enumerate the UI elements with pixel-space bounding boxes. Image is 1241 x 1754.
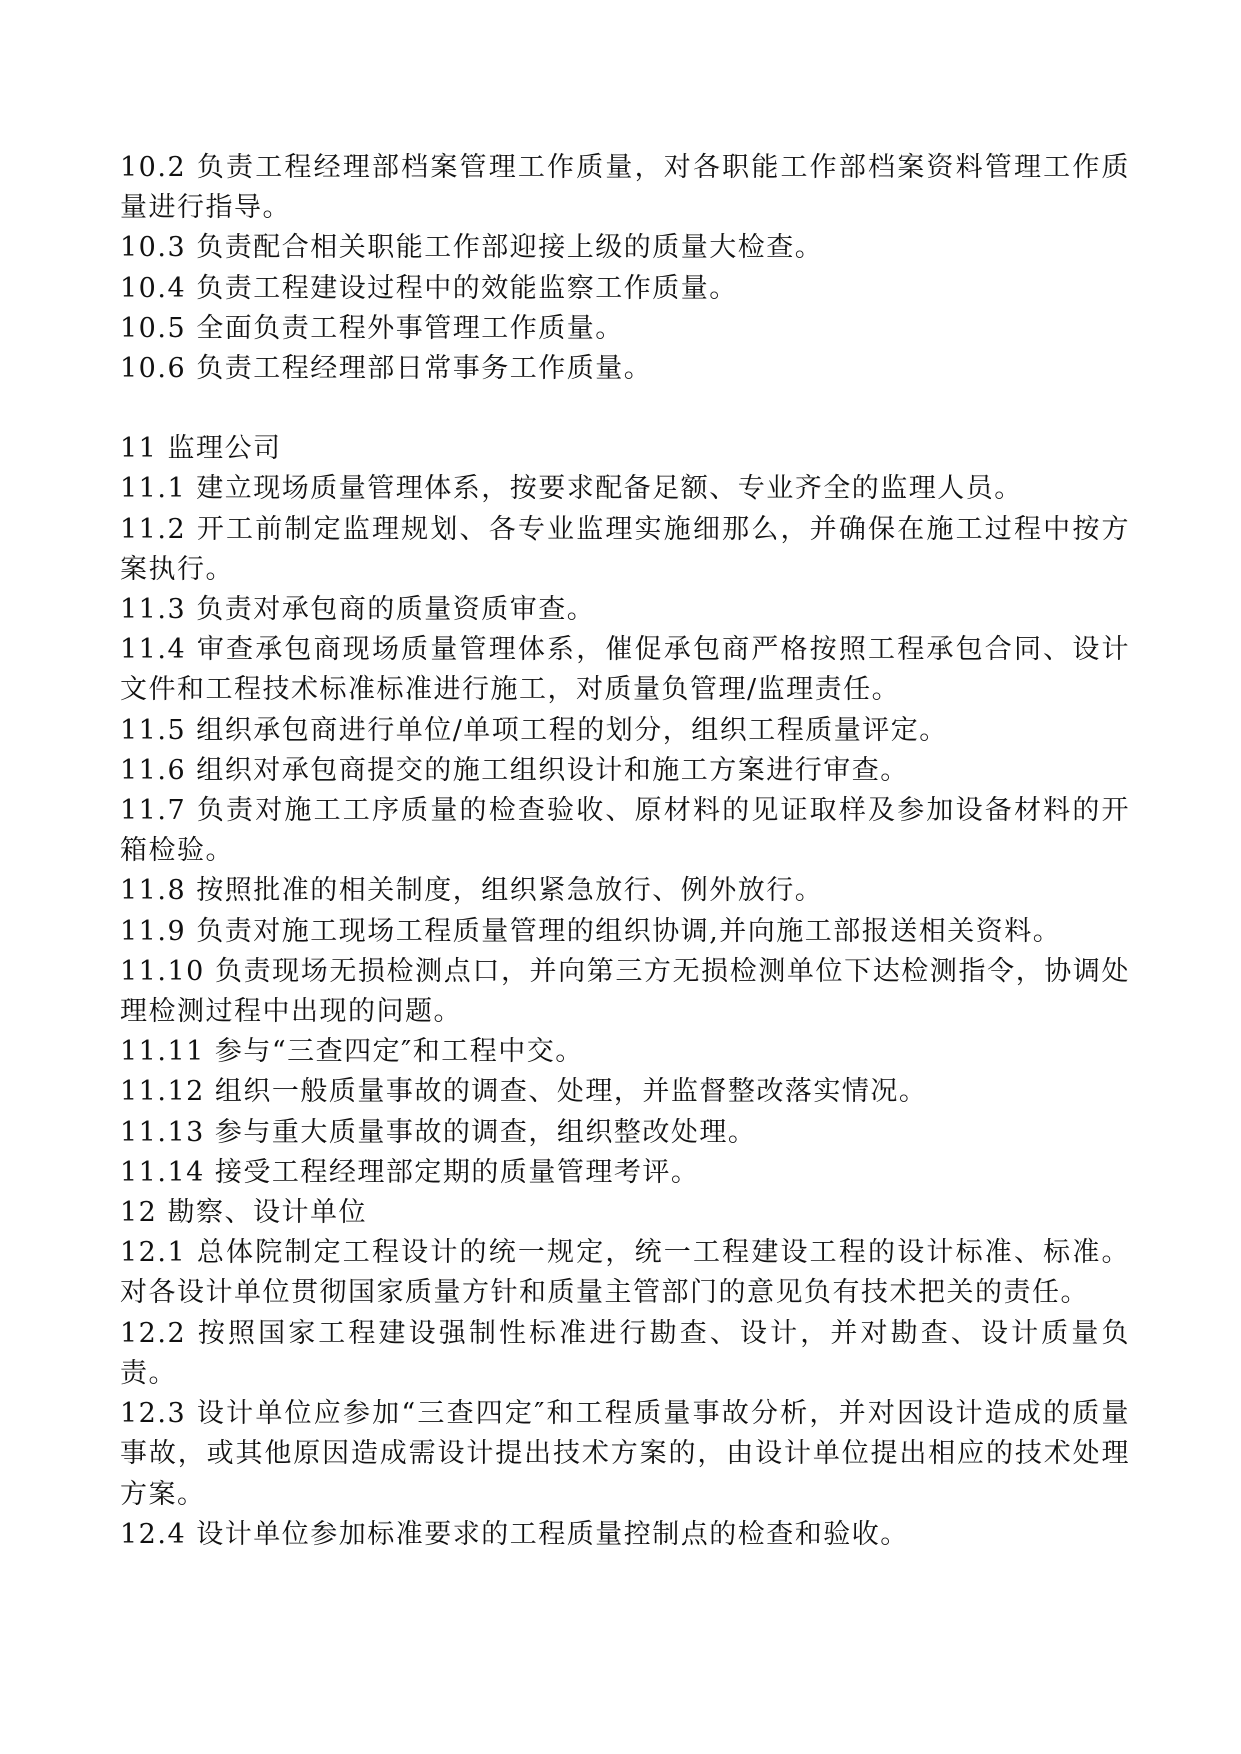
section-spacer [120, 389, 1130, 429]
clause-11-10: 11.10 负责现场无损检测点口，并向第三方无损检测单位下达检测指令，协调处理检测过程中出现的问题。 [120, 955, 1130, 1028]
clause-12-1: 12.1 总体院制定工程设计的统一规定，统一工程建设工程的设计标准、标准。对各设计单位贯彻国家质量方针和质量主管部门的意见负有技术把关的责任。 [120, 1237, 1130, 1309]
clause-11-7: 11.7 负责对施工工序质量的检查验收、原材料的见证取样及参加设备材料的开箱检验。 [120, 795, 1130, 867]
document-page [120, 148, 1130, 1555]
clause-12-4: 12.4 设计单位参加标准要求的工程质量控制点的检查和验收。 [120, 1518, 909, 1550]
clause-11-3: 11.3 负责对承包商的质量资质审查。 [120, 594, 596, 626]
clause-10-5: 10.5 全面负责工程外事管理工作质量。 [120, 312, 624, 344]
clause-11-4: 11.4 审查承包商现场质量管理体系，催促承包商严格按照工程承包合同、设计文件和工程技术标准标准进行施工，对质量负管理/监理责任。 [120, 634, 1130, 706]
clause-11-6: 11.6 组织对承包商提交的施工组织设计和施工方案进行审查。 [120, 754, 909, 786]
clause-11-2: 11.2 开工前制定监理规划、各专业监理实施细那么，并确保在施工过程中按方案执行。 [120, 513, 1130, 585]
clause-10-2: 10.2 负责工程经理部档案管理工作质量，对各职能工作部档案资料管理工作质量进行指导。 [120, 152, 1130, 224]
clause-11-5: 11.5 组织承包商进行单位/单项工程的划分，组织工程质量评定。 [120, 714, 948, 746]
clause-11-12: 11.12 组织一般质量事故的调查、处理，并监督整改落实情况。 [120, 1076, 928, 1108]
clause-11-9: 11.9 负责对施工现场工程质量管理的组织协调,并向施工部报送相关资料。 [120, 915, 1062, 947]
clause-12-3: 12.3 设计单位应参加“三查四定″和工程质量事故分析，并对因设计造成的质量事故，或其他原因造成需设计提出技术方案的，由设计单位提出相应的技术处理方案。 [120, 1398, 1130, 1510]
clause-11-11: 11.11 参与“三查四定″和工程中交。 [120, 1036, 584, 1068]
clause-10-6: 10.6 负责工程经理部日常事务工作质量。 [120, 353, 653, 385]
clause-11-14: 11.14 接受工程经理部定期的质量管理考评。 [120, 1156, 700, 1188]
clause-10-4: 10.4 负责工程建设过程中的效能监察工作质量。 [120, 272, 738, 304]
clause-12-2: 12.2 按照国家工程建设强制性标准进行勘查、设计，并对勘查、设计质量负责。 [120, 1317, 1130, 1389]
clause-11-13: 11.13 参与重大质量事故的调查，组织整改处理。 [120, 1116, 757, 1148]
clause-10-3: 10.3 负责配合相关职能工作部迎接上级的质量大检查。 [120, 232, 824, 264]
clause-11-1: 11.1 建立现场质量管理体系，按要求配备足额、专业齐全的监理人员。 [120, 473, 1023, 505]
section-12-heading: 12 勘察、设计单位 [120, 1197, 367, 1229]
clause-11-8: 11.8 按照批准的相关制度，组织紧急放行、例外放行。 [120, 875, 824, 907]
section-11-heading: 11 监理公司 [120, 433, 282, 465]
